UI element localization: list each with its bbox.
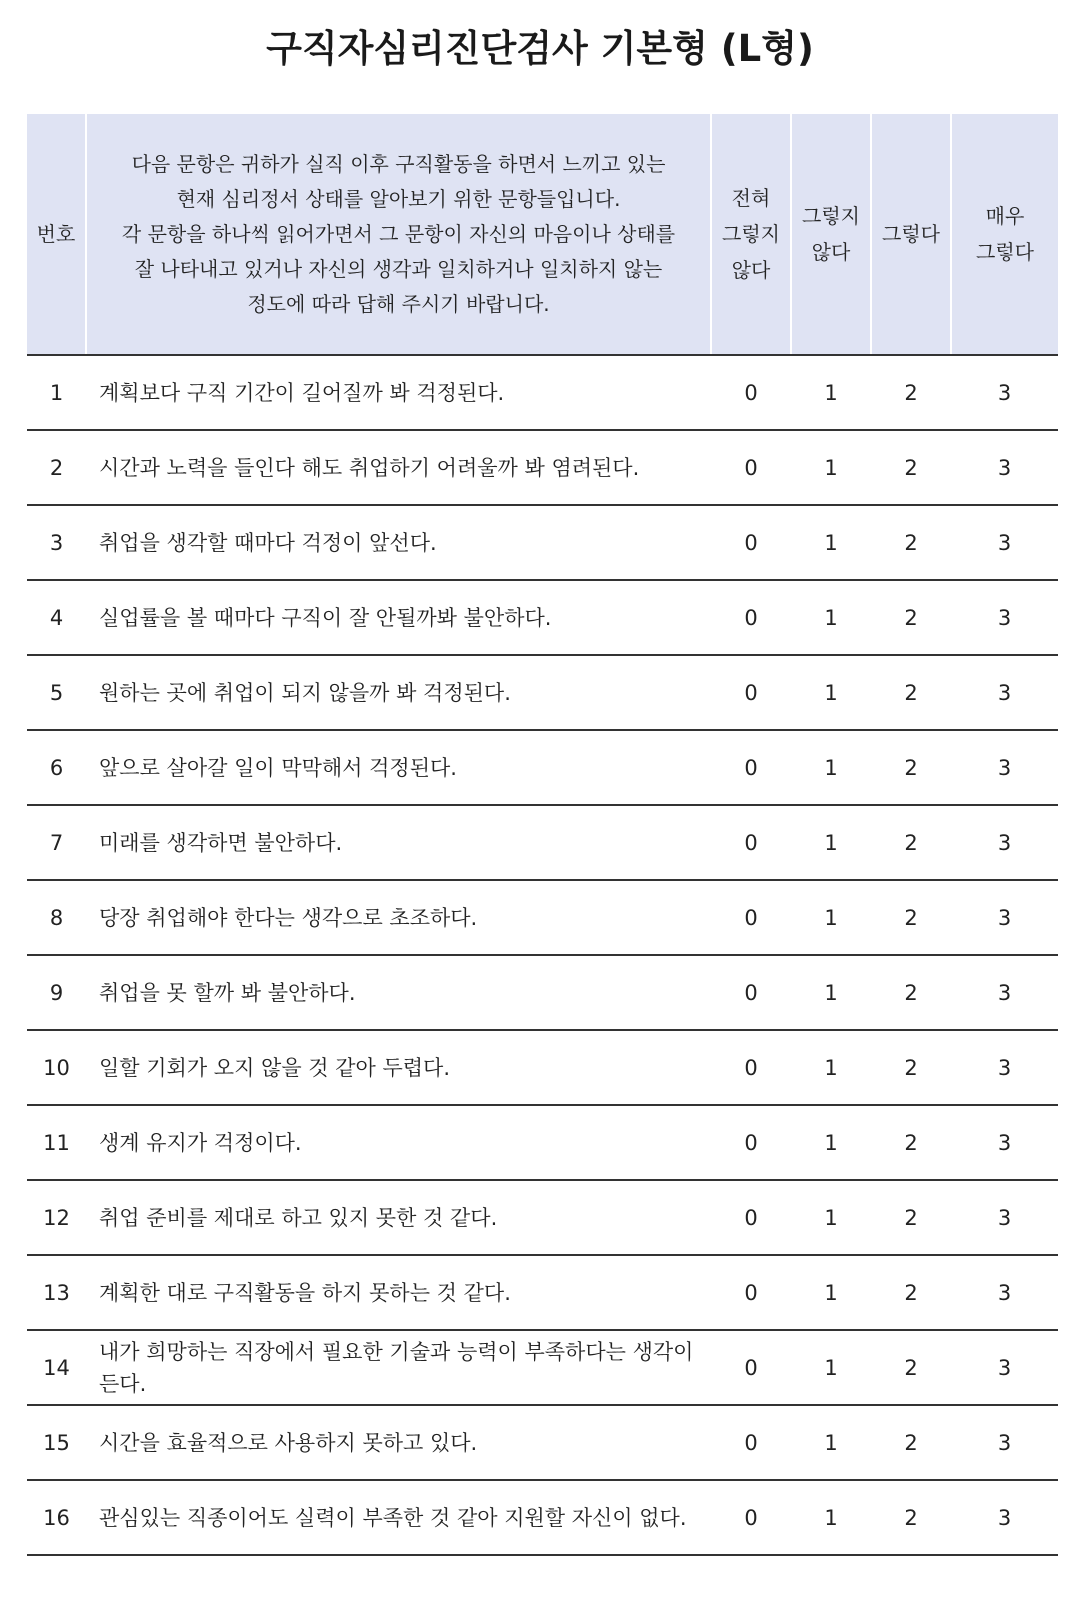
table-row [27, 505, 1058, 580]
option-label-line: 매우 [985, 204, 1025, 228]
option-label-line: 않다 [731, 258, 771, 282]
option-label-line: 않다 [811, 240, 851, 264]
score-strongly-agree[interactable]: 3 [951, 955, 1058, 1030]
item-question: 당장 취업해야 한다는 생각으로 초조하다. [86, 880, 711, 955]
header-option-strongly-disagree [711, 114, 791, 355]
score-strongly-disagree[interactable]: 0 [711, 880, 791, 955]
score-strongly-agree[interactable]: 3 [951, 1105, 1058, 1180]
score-disagree[interactable]: 1 [791, 730, 871, 805]
instruction-line: 각 문항을 하나씩 읽어가면서 그 문항이 자신의 마음이나 상태를 [121, 221, 676, 246]
survey-table [27, 114, 1058, 1556]
score-strongly-disagree[interactable]: 0 [711, 655, 791, 730]
table-row [27, 955, 1058, 1030]
score-strongly-agree[interactable]: 3 [951, 1180, 1058, 1255]
score-strongly-agree[interactable]: 3 [951, 430, 1058, 505]
score-disagree[interactable]: 1 [791, 1030, 871, 1105]
item-number: 6 [27, 730, 86, 805]
item-question: 계획보다 구직 기간이 길어질까 봐 걱정된다. [86, 355, 711, 430]
option-label-line: 전혀 [731, 186, 771, 210]
score-agree[interactable]: 2 [871, 355, 951, 430]
score-strongly-disagree[interactable]: 0 [711, 955, 791, 1030]
score-strongly-disagree[interactable]: 0 [711, 1405, 791, 1480]
score-strongly-agree[interactable]: 3 [951, 880, 1058, 955]
table-row [27, 730, 1058, 805]
item-question: 시간과 노력을 들인다 해도 취업하기 어려울까 봐 염려된다. [86, 430, 711, 505]
table-row [27, 1030, 1058, 1105]
page-title: 구직자심리진단검사 기본형 (L형) [266, 27, 814, 70]
item-question: 시간을 효율적으로 사용하지 못하고 있다. [86, 1405, 711, 1480]
score-strongly-disagree[interactable]: 0 [711, 505, 791, 580]
item-number: 3 [27, 505, 86, 580]
header-number: 번호 [27, 114, 86, 355]
item-question: 취업을 생각할 때마다 걱정이 앞선다. [86, 505, 711, 580]
header-option-disagree [791, 114, 871, 355]
item-number: 5 [27, 655, 86, 730]
score-strongly-disagree[interactable]: 0 [711, 1030, 791, 1105]
score-strongly-agree[interactable]: 3 [951, 1030, 1058, 1105]
score-disagree[interactable]: 1 [791, 1330, 871, 1405]
score-strongly-agree[interactable]: 3 [951, 1330, 1058, 1405]
item-question: 취업을 못 할까 봐 불안하다. [86, 955, 711, 1030]
score-disagree[interactable]: 1 [791, 1480, 871, 1555]
score-disagree[interactable]: 1 [791, 1255, 871, 1330]
score-strongly-agree[interactable]: 3 [951, 505, 1058, 580]
score-strongly-agree[interactable]: 3 [951, 1405, 1058, 1480]
option-label-line: 그렇지 [722, 222, 780, 246]
table-body [27, 355, 1058, 1555]
score-agree[interactable]: 2 [871, 655, 951, 730]
instruction-line: 정도에 따라 답해 주시기 바랍니다. [247, 291, 550, 316]
table-row [27, 1255, 1058, 1330]
score-disagree[interactable]: 1 [791, 1405, 871, 1480]
header-instruction [86, 114, 711, 355]
score-strongly-agree[interactable]: 3 [951, 655, 1058, 730]
score-strongly-disagree[interactable]: 0 [711, 1480, 791, 1555]
table-row [27, 355, 1058, 430]
score-strongly-disagree[interactable]: 0 [711, 580, 791, 655]
item-number: 14 [27, 1330, 86, 1405]
score-strongly-agree[interactable]: 3 [951, 580, 1058, 655]
item-question: 생계 유지가 걱정이다. [86, 1105, 711, 1180]
score-disagree[interactable]: 1 [791, 1180, 871, 1255]
item-number: 4 [27, 580, 86, 655]
item-number: 16 [27, 1480, 86, 1555]
score-strongly-disagree[interactable]: 0 [711, 1330, 791, 1405]
score-strongly-disagree[interactable]: 0 [711, 430, 791, 505]
item-question: 내가 희망하는 직장에서 필요한 기술과 능력이 부족하다는 생각이 든다. [86, 1330, 711, 1405]
score-agree[interactable]: 2 [871, 1255, 951, 1330]
item-question: 관심있는 직종이어도 실력이 부족한 것 같아 지원할 자신이 없다. [86, 1480, 711, 1555]
item-question: 실업률을 볼 때마다 구직이 잘 안될까봐 불안하다. [86, 580, 711, 655]
item-number: 9 [27, 955, 86, 1030]
score-agree[interactable]: 2 [871, 730, 951, 805]
table-row [27, 655, 1058, 730]
table-row [27, 1105, 1058, 1180]
item-number: 13 [27, 1255, 86, 1330]
score-disagree[interactable]: 1 [791, 880, 871, 955]
item-number: 11 [27, 1105, 86, 1180]
score-strongly-agree[interactable]: 3 [951, 805, 1058, 880]
header-option-agree [871, 114, 951, 355]
score-strongly-disagree[interactable]: 0 [711, 1105, 791, 1180]
item-question: 일할 기회가 오지 않을 것 같아 두렵다. [86, 1030, 711, 1105]
score-agree[interactable]: 2 [871, 1180, 951, 1255]
score-strongly-disagree[interactable]: 0 [711, 730, 791, 805]
item-number: 15 [27, 1405, 86, 1480]
instruction-line: 잘 나타내고 있거나 자신의 생각과 일치하거나 일치하지 않는 [134, 256, 663, 281]
score-agree[interactable]: 2 [871, 955, 951, 1030]
score-agree[interactable]: 2 [871, 805, 951, 880]
option-label-line: 그렇다 [882, 222, 940, 246]
score-agree[interactable]: 2 [871, 1330, 951, 1405]
item-question: 앞으로 살아갈 일이 막막해서 걱정된다. [86, 730, 711, 805]
score-disagree[interactable]: 1 [791, 1105, 871, 1180]
item-number: 2 [27, 430, 86, 505]
score-strongly-disagree[interactable]: 0 [711, 805, 791, 880]
score-agree[interactable]: 2 [871, 505, 951, 580]
table-row [27, 1480, 1058, 1555]
score-agree[interactable]: 2 [871, 430, 951, 505]
score-agree[interactable]: 2 [871, 580, 951, 655]
item-number: 8 [27, 880, 86, 955]
score-strongly-disagree[interactable]: 0 [711, 1255, 791, 1330]
item-number: 1 [27, 355, 86, 430]
score-disagree[interactable]: 1 [791, 355, 871, 430]
table-row [27, 1180, 1058, 1255]
header-option-strongly-agree [951, 114, 1058, 355]
item-question: 계획한 대로 구직활동을 하지 못하는 것 같다. [86, 1255, 711, 1330]
table-row [27, 1405, 1058, 1480]
score-disagree[interactable]: 1 [791, 655, 871, 730]
item-question: 원하는 곳에 취업이 되지 않을까 봐 걱정된다. [86, 655, 711, 730]
table-row [27, 430, 1058, 505]
item-question: 취업 준비를 제대로 하고 있지 못한 것 같다. [86, 1180, 711, 1255]
table-header-row [27, 114, 1058, 355]
score-agree[interactable]: 2 [871, 1105, 951, 1180]
score-strongly-agree[interactable]: 3 [951, 730, 1058, 805]
score-strongly-agree[interactable]: 3 [951, 1255, 1058, 1330]
table-row [27, 1330, 1058, 1405]
score-agree[interactable]: 2 [871, 1030, 951, 1105]
item-question: 미래를 생각하면 불안하다. [86, 805, 711, 880]
instruction-line: 현재 심리정서 상태를 알아보기 위한 문항들입니다. [176, 186, 621, 211]
table-row [27, 805, 1058, 880]
score-agree[interactable]: 2 [871, 1480, 951, 1555]
score-disagree[interactable]: 1 [791, 805, 871, 880]
score-strongly-agree[interactable]: 3 [951, 1480, 1058, 1555]
score-strongly-disagree[interactable]: 0 [711, 355, 791, 430]
item-number: 7 [27, 805, 86, 880]
option-label-line: 그렇다 [976, 240, 1034, 264]
option-label-line: 그렇지 [802, 204, 860, 228]
score-disagree[interactable]: 1 [791, 955, 871, 1030]
item-number: 12 [27, 1180, 86, 1255]
table-row [27, 880, 1058, 955]
score-agree[interactable]: 2 [871, 880, 951, 955]
table-row [27, 580, 1058, 655]
score-strongly-disagree[interactable]: 0 [711, 1180, 791, 1255]
score-disagree[interactable]: 1 [791, 430, 871, 505]
item-number: 10 [27, 1030, 86, 1105]
score-disagree[interactable]: 1 [791, 505, 871, 580]
score-agree[interactable]: 2 [871, 1405, 951, 1480]
instruction-line: 다음 문항은 귀하가 실직 이후 구직활동을 하면서 느끼고 있는 [131, 151, 666, 176]
score-strongly-agree[interactable]: 3 [951, 355, 1058, 430]
score-disagree[interactable]: 1 [791, 580, 871, 655]
